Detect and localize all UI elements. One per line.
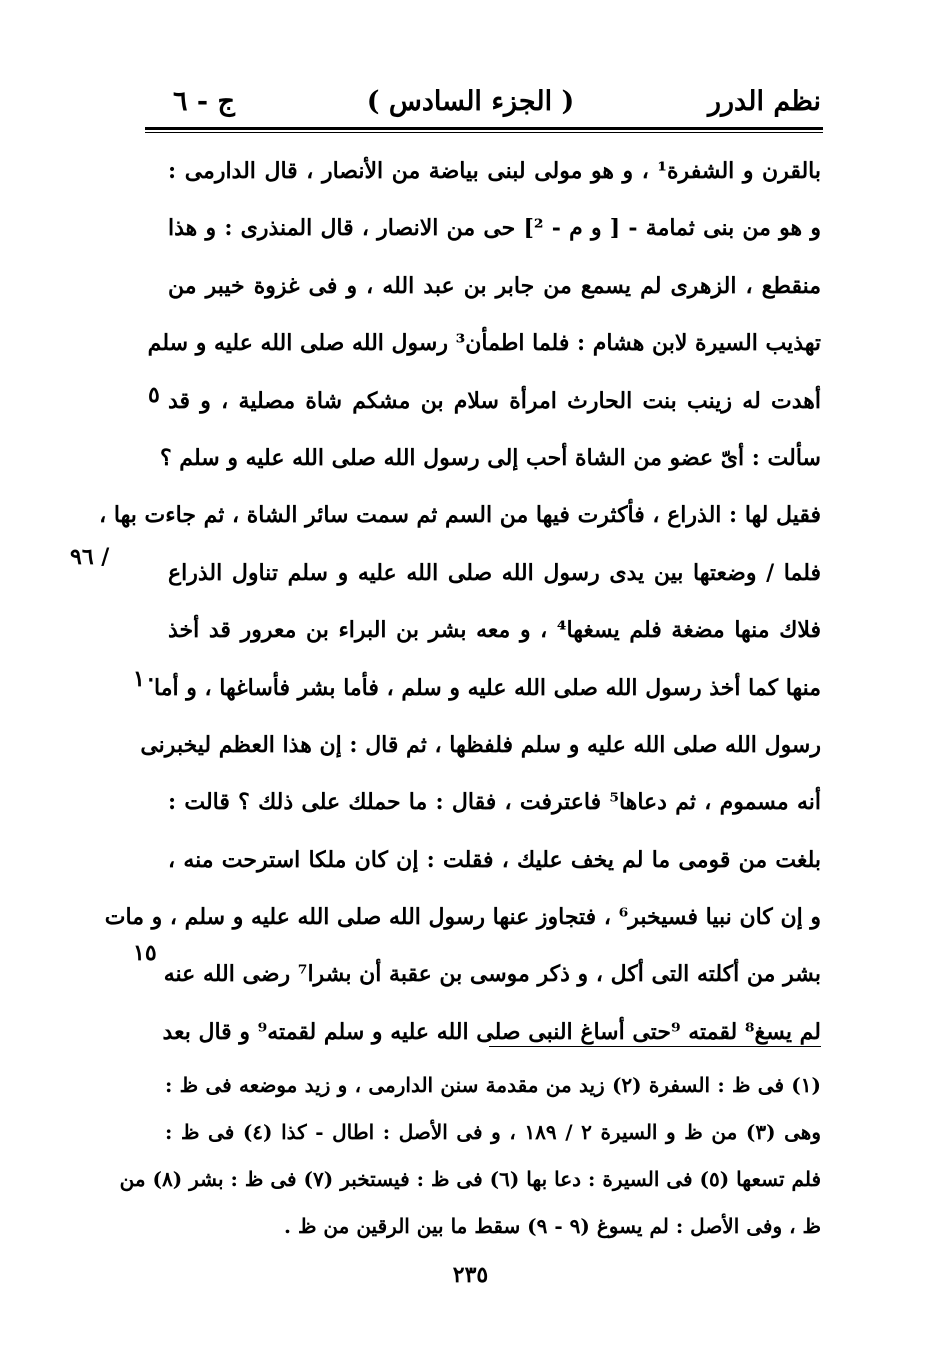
text-line: بالقرن و الشفرة¹ ، و هو مولى لبنى بياضة من الأنصار ، قال الدارمى : [168, 158, 821, 184]
footnote-line: ظ ، وفى الأصل : لم يسوغ (٩ - ٩) سقط ما بين الرقين من ظ . [284, 1214, 821, 1238]
volume-title: ( الجزء السادس ) [366, 86, 575, 117]
text-line: و هو من بنى ثمامة - [ و م - ²] حى من الانصار ، قال المنذرى : و هذا [168, 215, 821, 242]
footnote-line: فلم تسعها (٥) فى السيرة : دعا بها (٦) فى ظ : فيستخبر (٧) فى ظ : بشر (٨) من [119, 1167, 821, 1191]
line-marker-5: ٥ [148, 382, 160, 408]
volume-number: ج - ٦ [173, 86, 235, 117]
text-line: بلغت من قومى ما لم يخف عليك ، فقلت : إن كان ملكا استرحت منه ، [168, 846, 821, 873]
header-rule-thin [145, 132, 823, 133]
page-number: ٢٣٥ [452, 1262, 489, 1288]
text-line: سألت : أىّ عضو من الشاة أحب إلى رسول الله صلى الله عليه و سلم ؟ [159, 444, 821, 471]
text-line: بشر من أكلته التى أكل ، و ذكر موسى بن عقبة أن بشرا⁷ رضى الله عنه [163, 961, 821, 988]
text-line: منها كما أخذ رسول الله صلى الله عليه و سلم ، فأما بشر فأساغها ، و أما [153, 674, 821, 701]
line-marker-15: ١٥ [133, 940, 157, 966]
header-rule-thick [145, 127, 823, 130]
text-line: و إن كان نبيا فسيخبر⁶ ، فتجاوز عنها رسول الله صلى الله عليه و سلم ، و مات [104, 904, 821, 931]
footnote-line: (١) فى ظ : السفرة (٢) زيد من مقدمة سنن الدارمى ، و زيد موضعه فى ظ : [165, 1073, 821, 1097]
text-line: فلاك منها مضغة فلم يسغها⁴ ، و معه بشر بن البراء بن معرور قد أخذ [168, 617, 821, 644]
footnote-rule [489, 1046, 821, 1047]
text-line: منقطع ، الزهرى لم يسمع من جابر بن عبد الله ، و فى غزوة خيبر من [168, 272, 821, 299]
line-marker-10: ١٠ [133, 666, 157, 692]
footnotes [119, 1062, 821, 1250]
text-line: أهدت له زينب بنت الحارث امرأة سلام بن مشكم شاة مصلية ، و قد [168, 387, 821, 414]
text-line: رسول الله صلى الله عليه و سلم فلفظها ، ثم قال : إن هذا العظم ليخبرنى [140, 731, 821, 758]
text-line: تهذيب السيرة لابن هشام : فلما اطمأن³ رسول الله صلى الله عليه و سلم [147, 330, 821, 357]
text-line: لم يسغ⁸ لقمته ⁹حتى أساغ النبى صلى الله عليه و سلم لقمته⁹ و قال بعد [162, 1018, 821, 1045]
text-line: أنه مسموم ، ثم دعاها⁵ فاعترفت ، فقال : ما حملك على ذلك ؟ قالت : [168, 789, 821, 816]
text-line: فقيل لها : الذراع ، فأكثرت فيها من السم ثم سمت سائر الشاة ، ثم جاءت بها ، [99, 502, 821, 529]
text-line: فلما / وضعتها بين يدى رسول الله صلى الله عليه و سلم تناول الذراع [168, 559, 821, 586]
footnote-line: وهى (٣) من ظ و السيرة ٢ / ١٨٩ ، و فى الأصل : اطال - كذا (٤) فى ظ : [165, 1120, 821, 1144]
manuscript-page-ref: / ٩٦ [70, 544, 110, 570]
book-title: نظم الدرر [707, 86, 821, 117]
